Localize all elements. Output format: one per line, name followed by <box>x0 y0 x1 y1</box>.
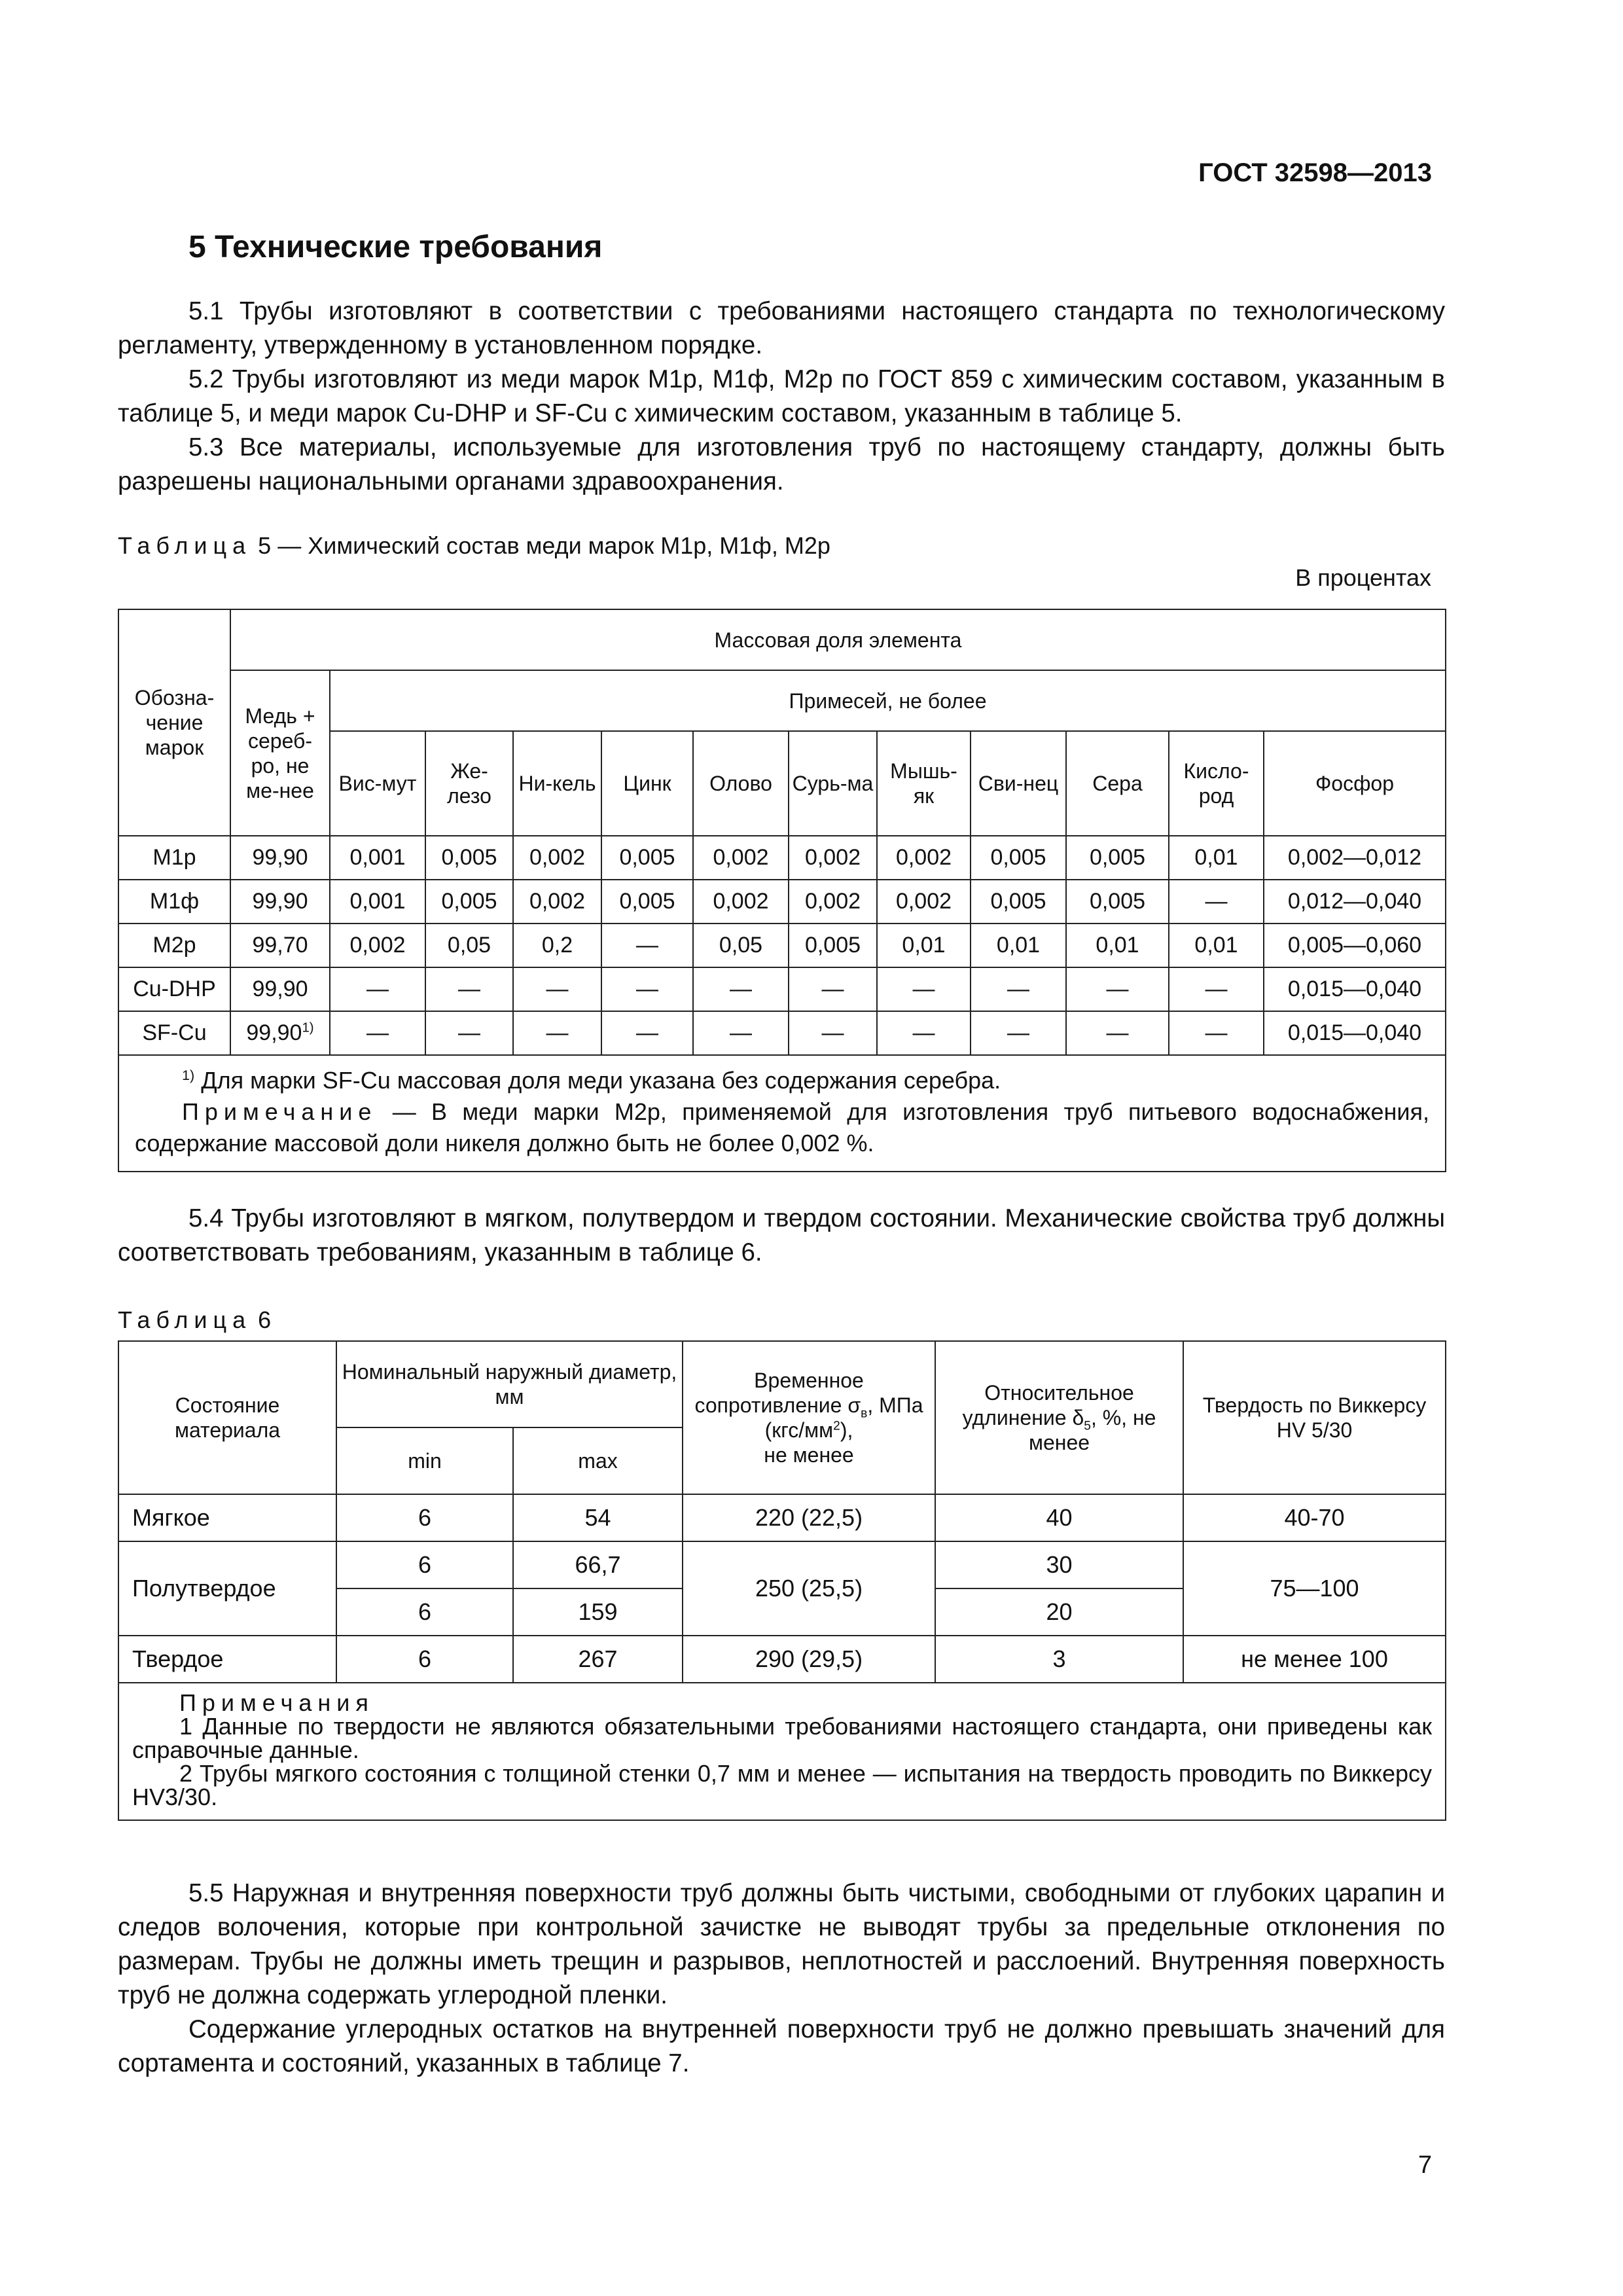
table6-header-tensile-suffix: не менее <box>764 1443 854 1467</box>
table5-header-bismuth: Вис-мут <box>330 731 425 836</box>
table5-cell-value: 0,002 <box>789 880 877 924</box>
table6-header-diameter: Номинальный наружный диаметр, мм <box>336 1341 683 1427</box>
table5-cell-value: 0,002 <box>693 880 789 924</box>
table5-cell-value: 0,01 <box>1169 924 1264 967</box>
table5-cell-value: 0,01 <box>877 924 971 967</box>
table5-cell-value: 0,005 <box>425 880 513 924</box>
table6-cell-elongation: 3 <box>935 1636 1183 1683</box>
table5-body <box>118 836 1446 1055</box>
table5-row <box>118 1011 1446 1055</box>
table5-cell-value: 0,005 <box>425 836 513 880</box>
table5-note <box>135 1096 1429 1159</box>
table5-cell-value: 0,01 <box>971 924 1066 967</box>
paragraph-5-4-block <box>118 1202 1445 1270</box>
table6-cell-max: 159 <box>513 1588 683 1636</box>
table5-caption-text: 5 — Химический состав меди марок М1р, М1ф, М2р <box>258 532 830 559</box>
table6-cell-elongation: 20 <box>935 1588 1183 1636</box>
table5-cell-value: 0,005 <box>601 836 693 880</box>
table5-cell-value: — <box>1066 1011 1169 1055</box>
table5-cell-value: — <box>601 924 693 967</box>
table5-header-nickel: Ни-кель <box>513 731 601 836</box>
table5-cell-value: 0,002 <box>513 880 601 924</box>
table5-footnote-text: Для марки SF-Cu массовая доля меди указана без содержания серебра. <box>201 1067 1001 1094</box>
document-code: ГОСТ 32598—2013 <box>1198 158 1432 187</box>
table5-cell-copper <box>230 1011 330 1055</box>
table5-cell-copper-footnote-mark: 1) <box>302 1020 314 1035</box>
table6-header-elongation-prefix: Относительное удлинение δ <box>962 1381 1134 1429</box>
table6-header-elongation-suffix: , %, не менее <box>1028 1406 1156 1454</box>
table6-caption <box>118 1306 271 1334</box>
table5-cell-value: — <box>693 967 789 1011</box>
table5-header-zinc: Цинк <box>601 731 693 836</box>
table5-cell-copper <box>230 924 330 967</box>
table5-caption-label: Таблица <box>118 532 252 559</box>
table5-cell-copper-value: 99,90 <box>252 977 308 1001</box>
table6-cell-hardness: 75—100 <box>1183 1541 1446 1636</box>
table5-cell-value: 0,05 <box>425 924 513 967</box>
table5-cell-copper <box>230 880 330 924</box>
table5-cell-value: — <box>1169 880 1264 924</box>
table5-header-impurities: Примесей, не более <box>330 670 1446 731</box>
table5-cell-value: 0,005—0,060 <box>1264 924 1446 967</box>
table5-notes <box>118 1055 1446 1172</box>
table5-header-arsenic: Мышь-як <box>877 731 971 836</box>
table6-cell-max: 267 <box>513 1636 683 1683</box>
table6-cell-min: 6 <box>336 1636 513 1683</box>
table5-row <box>118 967 1446 1011</box>
table5-cell-value: — <box>425 1011 513 1055</box>
table5-cell-value: 0,015—0,040 <box>1264 967 1446 1011</box>
paragraph-5-1: 5.1 Трубы изготовляют в соответствии с требованиями настоящего стандарта по технологическому регламенту, утвержденному в установленном порядке. <box>118 297 1445 359</box>
table5-cell-value: — <box>877 1011 971 1055</box>
table5-cell-value: — <box>789 1011 877 1055</box>
table5-cell-copper-value: 99,90 <box>246 1020 302 1045</box>
table6-header-tensile-unit-prefix: , МПа (кгс/мм <box>764 1393 923 1442</box>
table5-cell-value: — <box>513 967 601 1011</box>
table6-header-tensile-prefix: Временное сопротивление σ <box>694 1369 864 1417</box>
table5-header-oxygen: Кисло-род <box>1169 731 1264 836</box>
table6-cell-max: 66,7 <box>513 1541 683 1588</box>
table6-note-1: 1 Данные по твердости не являются обязательными требованиями настоящего стандарта, они приведены как справочные данные. <box>132 1713 1433 1763</box>
table6-cell-elongation: 40 <box>935 1494 1183 1541</box>
table5-cell-value: 0,012—0,040 <box>1264 880 1446 924</box>
table6-header-max: max <box>513 1427 683 1494</box>
table5-note-text: — В меди марки М2р, применяемой для изготовления труб питьевого водоснабжения, содержание массовой доли никеля должно быть не более 0,002 %. <box>135 1098 1429 1157</box>
table6-cell-tensile: 290 (29,5) <box>683 1636 935 1683</box>
table5-header-copper: Медь + сереб-ро, не ме-нее <box>230 670 330 836</box>
table5-cell-value: 0,01 <box>1066 924 1169 967</box>
table6-notes-label: Примечания <box>179 1689 374 1716</box>
table5-cell-value: — <box>693 1011 789 1055</box>
table5-cell-copper-value: 99,90 <box>252 845 308 870</box>
table6-cell-state: Полутвердое <box>118 1541 336 1636</box>
paragraph-5-2: 5.2 Трубы изготовляют из меди марок М1р, М1ф, М2р по ГОСТ 859 с химическим составом, указанным в таблице 5, и меди марок Cu-DHP и SF-Cu с химическим составом, указанным в таблице 5. <box>118 365 1445 427</box>
table5-cell-copper <box>230 836 330 880</box>
table5-cell-copper <box>230 967 330 1011</box>
paragraph-5-4: 5.4 Трубы изготовляют в мягком, полутвердом и твердом состоянии. Механические свойства труб должны соответствовать требованиям, указанным в таблице 6. <box>118 1204 1445 1266</box>
table6-note-2: 2 Трубы мягкого состояния с толщиной стенки 0,7 мм и менее — испытания на твердость проводить по Виккерсу HV3/30. <box>132 1760 1433 1810</box>
table5-header-tin: Олово <box>693 731 789 836</box>
table5-header-iron: Же-лезо <box>425 731 513 836</box>
table5-cell-value: — <box>877 967 971 1011</box>
table6-header-hardness: Твердость по Виккерсу HV 5/30 <box>1183 1341 1446 1494</box>
table6-header-elongation-sub: 5 <box>1084 1419 1091 1433</box>
table6-notes <box>118 1683 1446 1820</box>
table5-footnote <box>135 1065 1429 1096</box>
table5-header-phosphorus: Фосфор <box>1264 731 1446 836</box>
table6-cell-min: 6 <box>336 1541 513 1588</box>
table6-caption-number: 6 <box>258 1306 272 1333</box>
table5-cell-value: 0,002 <box>330 924 425 967</box>
page-number: 7 <box>1418 2151 1432 2179</box>
table5-cell-copper-value: 99,90 <box>252 889 308 914</box>
table6-cell-state: Мягкое <box>118 1494 336 1541</box>
table5-cell-grade: SF-Cu <box>118 1011 230 1055</box>
table5-cell-value: — <box>1066 967 1169 1011</box>
table5-cell-value: 0,05 <box>693 924 789 967</box>
table6-row-hard <box>118 1636 1446 1683</box>
table6-header-tensile-unit-sup: 2 <box>833 1419 840 1433</box>
table5-cell-value: — <box>601 967 693 1011</box>
paragraph-5-3: 5.3 Все материалы, используемые для изготовления труб по настоящему стандарту, должны быть разрешены национальными органами здравоохранения. <box>118 433 1445 495</box>
table6-cell-elongation: 30 <box>935 1541 1183 1588</box>
table6-cell-min: 6 <box>336 1494 513 1541</box>
table5-row <box>118 836 1446 880</box>
table5-cell-grade: М1ф <box>118 880 230 924</box>
table5-note-label: Примечание <box>182 1098 378 1125</box>
paragraph-carbon-residue: Содержание углеродных остатков на внутренней поверхности труб не должно превышать значений для сортамента и состояний, указанных в таблице 7. <box>118 2015 1445 2077</box>
table5-header-lead: Сви-нец <box>971 731 1066 836</box>
paragraphs-top <box>118 295 1445 499</box>
table5-row <box>118 924 1446 967</box>
table5-cell-value: — <box>330 967 425 1011</box>
table6-cell-hardness: не менее 100 <box>1183 1636 1446 1683</box>
table5-cell-value: 0,2 <box>513 924 601 967</box>
table5-cell-value: 0,005 <box>971 880 1066 924</box>
table5-cell-value: — <box>789 967 877 1011</box>
table5-cell-value: — <box>1169 967 1264 1011</box>
table5-cell-value: 0,005 <box>789 924 877 967</box>
table5-header-sulfur: Сера <box>1066 731 1169 836</box>
table5-cell-grade: М2р <box>118 924 230 967</box>
table5-cell-value: 0,001 <box>330 836 425 880</box>
table5-cell-value: 0,002 <box>877 880 971 924</box>
table6-header-tensile <box>683 1341 935 1494</box>
table5-cell-value: 0,002—0,012 <box>1264 836 1446 880</box>
table5-header-antimony: Сурь-ма <box>789 731 877 836</box>
table6-header-min: min <box>336 1427 513 1494</box>
table5-cell-value: 0,002 <box>693 836 789 880</box>
table5-cell-value: 0,005 <box>1066 880 1169 924</box>
table6-cell-state: Твердое <box>118 1636 336 1683</box>
table5-cell-copper-value: 99,70 <box>252 933 308 958</box>
table6-cell-min: 6 <box>336 1588 513 1636</box>
paragraphs-bottom <box>118 1876 1445 2081</box>
table6-header-elongation <box>935 1341 1183 1494</box>
paragraph-5-5: 5.5 Наружная и внутренняя поверхности труб должны быть чистыми, свободными от глубоких царапин и следов волочения, которые при контрольной зачистке не выводят трубы за предельные отклонения по размерам. Трубы не должны иметь трещин и разрывов, неплотностей и расслоений. Внутренняя поверхность труб не должна содержать углеродной пленки. <box>118 1879 1445 2009</box>
table5 <box>118 609 1446 1172</box>
table6-cell-hardness: 40-70 <box>1183 1494 1446 1541</box>
table5-cell-value: 0,002 <box>877 836 971 880</box>
table5-cell-value: — <box>1169 1011 1264 1055</box>
table6-header-state: Состояние материала <box>118 1341 336 1494</box>
section-title: 5 Технические требования <box>188 230 603 264</box>
table5-cell-grade: М1р <box>118 836 230 880</box>
table6-cell-tensile: 220 (22,5) <box>683 1494 935 1541</box>
table6-cell-tensile: 250 (25,5) <box>683 1541 935 1636</box>
table6 <box>118 1340 1446 1821</box>
table5-cell-value: 0,005 <box>601 880 693 924</box>
table5-cell-value: 0,005 <box>1066 836 1169 880</box>
table6-caption-label: Таблица <box>118 1306 252 1333</box>
table5-cell-value: — <box>601 1011 693 1055</box>
table5-cell-grade: Cu-DHP <box>118 967 230 1011</box>
table5-cell-value: 0,005 <box>971 836 1066 880</box>
table6-header-tensile-unit-suffix: ), <box>840 1418 853 1442</box>
table5-cell-value: — <box>971 1011 1066 1055</box>
table5-units: В процентах <box>1295 564 1431 591</box>
table6-cell-max: 54 <box>513 1494 683 1541</box>
table6-row-half-hard-1 <box>118 1541 1446 1588</box>
table5-cell-value: 0,002 <box>513 836 601 880</box>
table5-header-designation: Обозна-чение марок <box>118 609 230 836</box>
table5-cell-value: 0,015—0,040 <box>1264 1011 1446 1055</box>
table6-row-soft <box>118 1494 1446 1541</box>
table5-cell-value: 0,002 <box>789 836 877 880</box>
table6-header-tensile-sub: в <box>861 1407 868 1421</box>
table5-cell-value: 0,001 <box>330 880 425 924</box>
table5-footnote-mark: 1) <box>182 1067 195 1083</box>
table5-row <box>118 880 1446 924</box>
table5-caption <box>118 532 830 560</box>
table5-cell-value: — <box>513 1011 601 1055</box>
table5-cell-value: — <box>330 1011 425 1055</box>
table5-header-mass-fraction: Массовая доля элемента <box>230 609 1446 670</box>
table5-cell-value: — <box>971 967 1066 1011</box>
table5-cell-value: — <box>425 967 513 1011</box>
table5-cell-value: 0,01 <box>1169 836 1264 880</box>
